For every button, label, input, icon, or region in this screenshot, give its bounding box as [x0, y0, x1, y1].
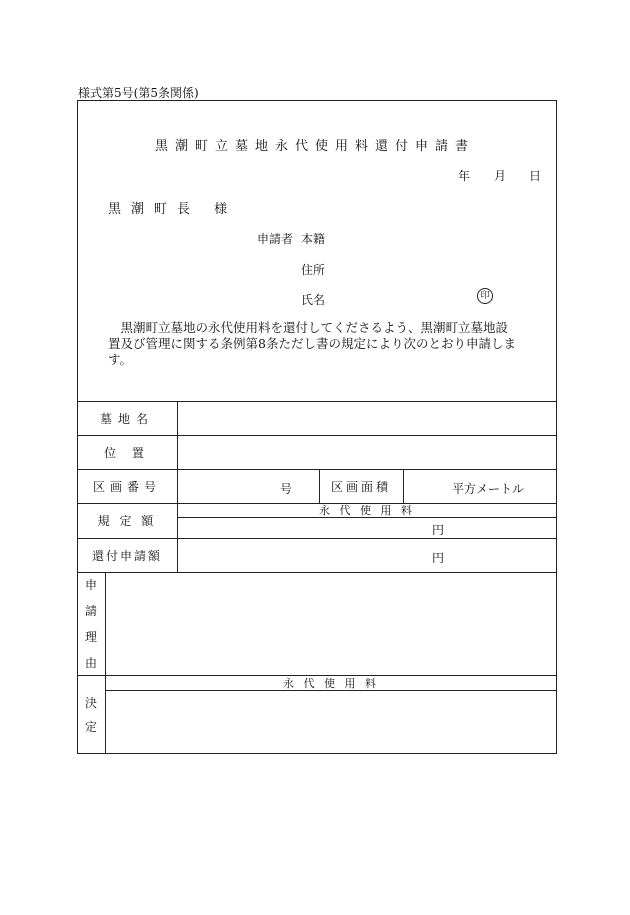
- plot-number-label: 区画番号: [92, 479, 161, 494]
- plot-area-unit: 平方メートル: [452, 482, 525, 496]
- perpetual-fee-header: 永 代 使 用 料: [319, 504, 415, 517]
- decision-char: 決: [84, 696, 97, 710]
- refund-amount-field[interactable]: [177, 538, 557, 572]
- plot-area-label: 区画面積: [330, 479, 391, 494]
- plot-number-field[interactable]: [177, 469, 319, 503]
- reason-char: 請: [84, 604, 97, 618]
- decision-field[interactable]: [105, 690, 557, 754]
- reason-char: 由: [84, 656, 97, 670]
- form-id: 様式第5号(第5条関係): [78, 86, 199, 100]
- plot-number-unit: 号: [280, 482, 293, 496]
- location-field[interactable]: [177, 435, 557, 469]
- addressee: 黒潮町長 様: [108, 202, 238, 217]
- date-year-label: 年: [458, 169, 471, 183]
- reason-char: 申: [84, 578, 97, 592]
- reason-char: 理: [84, 630, 97, 644]
- refund-amount-label: 還付申請額: [91, 548, 162, 563]
- form-title: 黒潮町立墓地永代使用料還付申請書: [154, 139, 475, 154]
- grave-name-label: 墓地名: [99, 411, 154, 426]
- honseki-label: 本籍: [301, 232, 326, 246]
- request-body-text: 黒潮町立墓地の永代使用料を還付してくださるよう、黒潮町立墓地設置及び管理に関する条例第8条ただし書の規定により次のとおり申請します。: [108, 320, 516, 367]
- location-label: 位 置: [104, 445, 150, 460]
- refund-amount-yen: 円: [432, 551, 445, 565]
- address-label: 住所: [301, 263, 326, 277]
- decision-label: [77, 694, 105, 742]
- applicant-label: 申請者: [257, 232, 294, 246]
- prescribed-amount-yen: 円: [432, 523, 445, 537]
- name-label: 氏名: [301, 293, 326, 307]
- reason-field[interactable]: [105, 572, 557, 675]
- decision-char: 定: [84, 720, 97, 734]
- date-month-label: 月: [494, 169, 507, 183]
- reason-label: [77, 576, 105, 680]
- decision-fee-header: 永 代 使 用 料: [283, 676, 379, 690]
- date-day-label: 日: [529, 169, 542, 183]
- seal-icon: 印: [477, 288, 493, 304]
- grave-name-field[interactable]: [177, 401, 557, 435]
- prescribed-amount-label: 規 定 額: [97, 514, 157, 528]
- prescribed-amount-field[interactable]: [177, 517, 557, 538]
